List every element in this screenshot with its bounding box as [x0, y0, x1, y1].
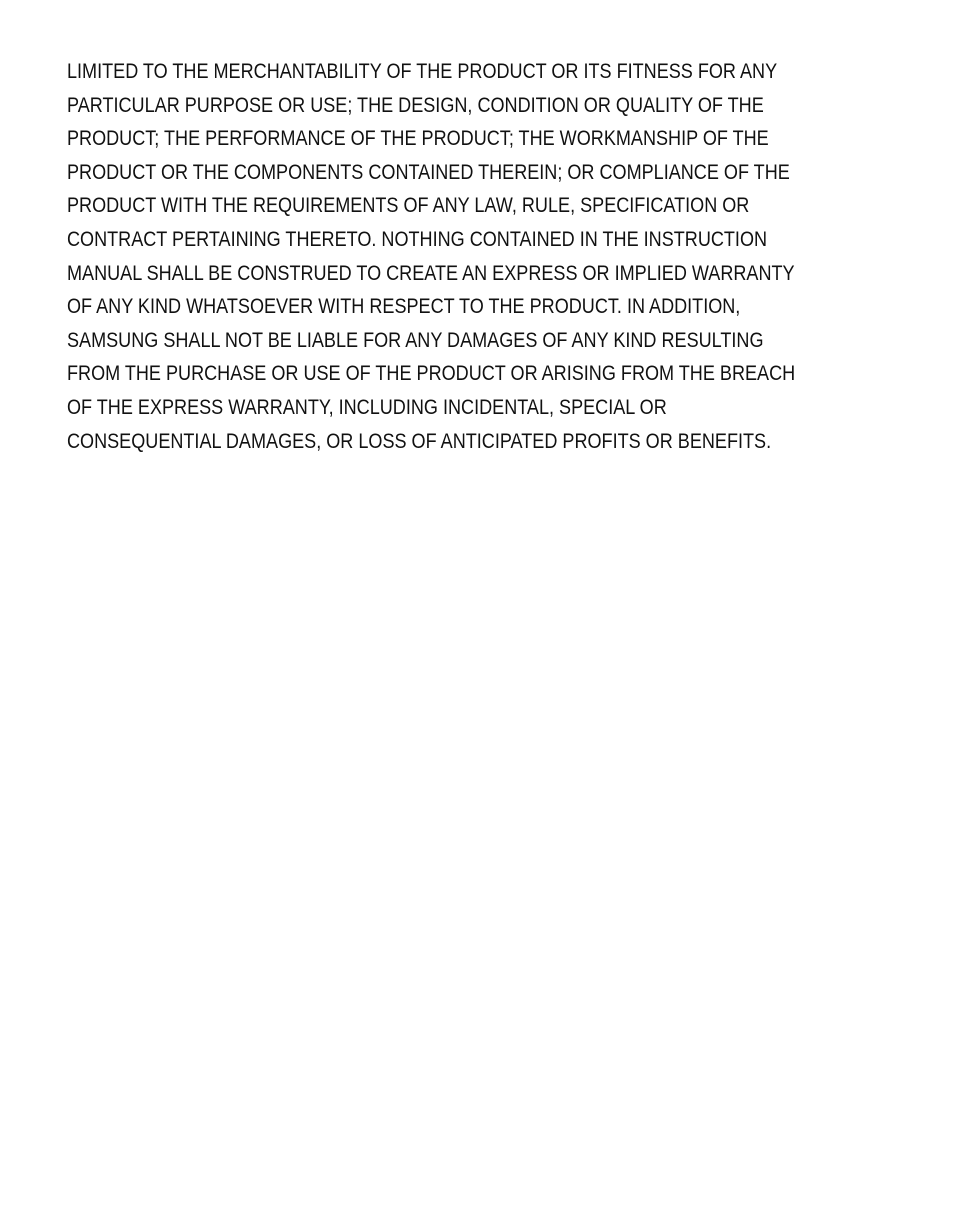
- paragraph-line: PRODUCT OR THE COMPONENTS CONTAINED THEREIN; OR COMPLIANCE OF THE: [67, 160, 790, 184]
- paragraph-line: LIMITED TO THE MERCHANTABILITY OF THE PRODUCT OR ITS FITNESS FOR ANY: [67, 60, 778, 83]
- paragraph-line: PRODUCT; THE PERFORMANCE OF THE PRODUCT; THE WORKMANSHIP OF THE: [67, 127, 769, 151]
- paragraph-line: PRODUCT WITH THE REQUIREMENTS OF ANY LAW, RULE, SPECIFICATION OR: [67, 194, 750, 218]
- paragraph-line: OF THE EXPRESS WARRANTY, INCLUDING INCIDENTAL, SPECIAL OR: [67, 395, 667, 419]
- paragraph-line: SAMSUNG SHALL NOT BE LIABLE FOR ANY DAMAGES OF ANY KIND RESULTING: [67, 328, 764, 352]
- paragraph-line: MANUAL SHALL BE CONSTRUED TO CREATE AN EXPRESS OR IMPLIED WARRANTY: [67, 261, 795, 285]
- paragraph-line: FROM THE PURCHASE OR USE OF THE PRODUCT OR ARISING FROM THE BREACH: [67, 362, 796, 386]
- warranty-paragraph: [67, 55, 796, 458]
- paragraph-line: OF ANY KIND WHATSOEVER WITH RESPECT TO THE PRODUCT. IN ADDITION,: [67, 295, 741, 319]
- paragraph-line: CONTRACT PERTAINING THERETO. NOTHING CONTAINED IN THE INSTRUCTION: [67, 227, 768, 251]
- paragraph-line: PARTICULAR PURPOSE OR USE; THE DESIGN, CONDITION OR QUALITY OF THE: [67, 93, 764, 117]
- paragraph-line: CONSEQUENTIAL DAMAGES, OR LOSS OF ANTICIPATED PROFITS OR BENEFITS.: [67, 429, 772, 453]
